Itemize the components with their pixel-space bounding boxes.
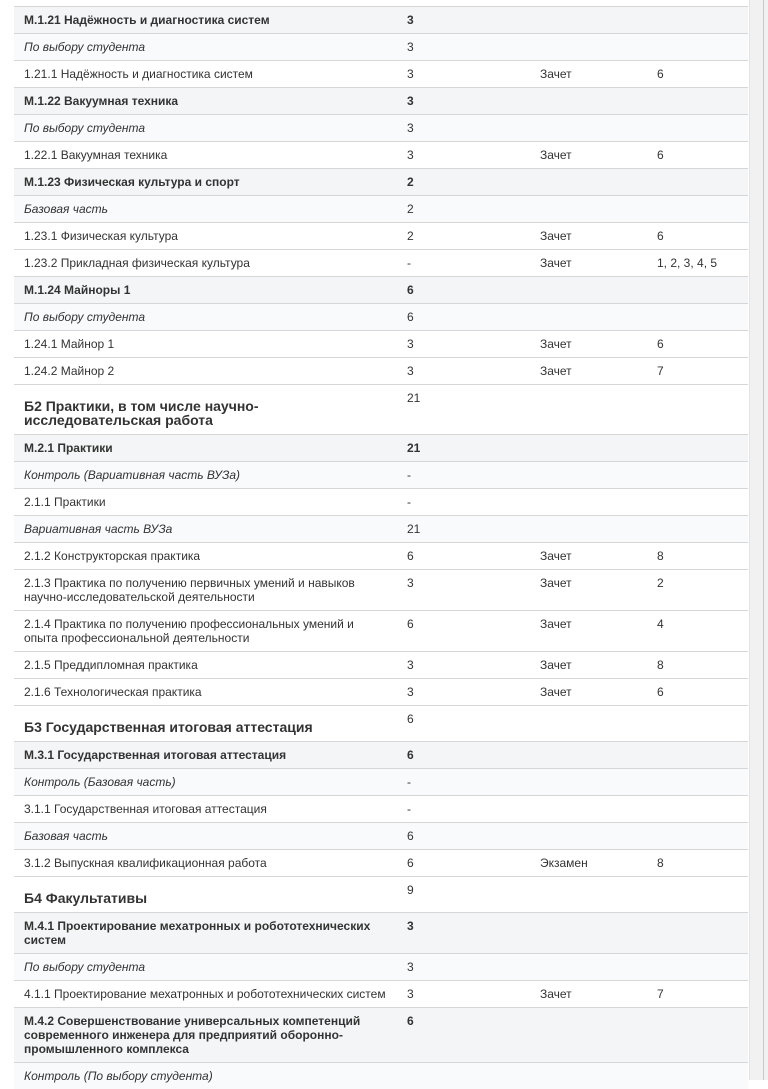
cell-credits: 3: [397, 115, 530, 142]
cell-control: [530, 196, 647, 223]
cell-semester: 6: [647, 61, 748, 88]
discipline-group-row: [14, 913, 748, 954]
cell-name: М.1.23 Физическая культура и спорт: [14, 169, 397, 196]
cell-name: 4.1.1 Проектирование мехатронных и робототехнических систем: [14, 981, 397, 1008]
cell-control: Зачет: [530, 358, 647, 385]
cell-semester: [647, 169, 748, 196]
part-subheader-row: [14, 304, 748, 331]
cell-control: Зачет: [530, 61, 647, 88]
cell-name: 2.1.4 Практика по получению профессиональных умений и опыта профессиональной деятельности: [14, 611, 397, 652]
cell-semester: [647, 796, 748, 823]
cell-credits: 6: [397, 823, 530, 850]
cell-credits: 2: [397, 223, 530, 250]
part-subheader-row: [14, 115, 748, 142]
discipline-group-row: [14, 277, 748, 304]
cell-control: [530, 277, 647, 304]
cell-credits: 2: [397, 196, 530, 223]
cell-name: М.1.21 Надёжность и диагностика систем: [14, 7, 397, 34]
cell-name: 1.23.2 Прикладная физическая культура: [14, 250, 397, 277]
cell-name: Б4 Факультативы: [14, 877, 397, 913]
cell-name: По выбору студента: [14, 304, 397, 331]
cell-control: [530, 877, 647, 913]
cell-semester: 2: [647, 570, 748, 611]
cell-credits: 3: [397, 954, 530, 981]
cell-credits: -: [397, 250, 530, 277]
cell-semester: 7: [647, 358, 748, 385]
table-row: [14, 796, 748, 823]
cell-control: [530, 435, 647, 462]
cell-semester: 6: [647, 223, 748, 250]
cell-name: Контроль (По выбору студента): [14, 1063, 397, 1089]
section-header-row: [14, 706, 748, 742]
cell-credits: 3: [397, 981, 530, 1008]
section-header-row: [14, 385, 748, 435]
cell-name: М.3.1 Государственная итоговая аттестация: [14, 742, 397, 769]
part-subheader-row: [14, 1063, 748, 1089]
cell-credits: 3: [397, 142, 530, 169]
table-row: [14, 570, 748, 611]
discipline-group-row: [14, 435, 748, 462]
cell-semester: 4: [647, 611, 748, 652]
cell-control: [530, 304, 647, 331]
cell-name: Б2 Практики, в том числе научно-исследовательская работа: [14, 385, 397, 435]
cell-credits: 3: [397, 7, 530, 34]
cell-semester: [647, 877, 748, 913]
cell-name: М.1.22 Вакуумная техника: [14, 88, 397, 115]
cell-semester: [647, 954, 748, 981]
table-row: [14, 543, 748, 570]
table-row: [14, 61, 748, 88]
cell-credits: 6: [397, 611, 530, 652]
cell-semester: [647, 489, 748, 516]
table-row: [14, 223, 748, 250]
cell-name: 3.1.2 Выпускная квалификационная работа: [14, 850, 397, 877]
cell-credits: -: [397, 796, 530, 823]
cell-credits: [397, 1063, 530, 1089]
cell-semester: 8: [647, 543, 748, 570]
cell-control: [530, 1063, 647, 1089]
cell-name: 1.23.1 Физическая культура: [14, 223, 397, 250]
cell-credits: -: [397, 489, 530, 516]
cell-control: [530, 769, 647, 796]
cell-name: 2.1.6 Технологическая практика: [14, 679, 397, 706]
cell-credits: 6: [397, 850, 530, 877]
cell-semester: [647, 435, 748, 462]
part-subheader-row: [14, 34, 748, 61]
part-subheader-row: [14, 769, 748, 796]
cell-control: [530, 489, 647, 516]
cell-name: 1.24.1 Майнор 1: [14, 331, 397, 358]
cell-name: 1.22.1 Вакуумная техника: [14, 142, 397, 169]
cell-semester: [647, 462, 748, 489]
cell-credits: 2: [397, 169, 530, 196]
cell-semester: 8: [647, 850, 748, 877]
cell-semester: [647, 913, 748, 954]
cell-semester: [647, 742, 748, 769]
cell-control: [530, 706, 647, 742]
curriculum-table-container: [14, 0, 748, 1089]
cell-name: Базовая часть: [14, 823, 397, 850]
table-row: [14, 489, 748, 516]
cell-control: Зачет: [530, 223, 647, 250]
cell-control: Зачет: [530, 142, 647, 169]
cell-semester: 6: [647, 331, 748, 358]
cell-control: Зачет: [530, 570, 647, 611]
cell-control: [530, 913, 647, 954]
cell-semester: [647, 304, 748, 331]
discipline-group-row: [14, 1008, 748, 1063]
part-subheader-row: [14, 462, 748, 489]
cell-semester: [647, 34, 748, 61]
cell-control: Зачет: [530, 652, 647, 679]
cell-control: [530, 742, 647, 769]
table-row: [14, 850, 748, 877]
cell-semester: 6: [647, 679, 748, 706]
part-subheader-row: [14, 516, 748, 543]
cell-name: 1.21.1 Надёжность и диагностика систем: [14, 61, 397, 88]
cell-semester: [647, 706, 748, 742]
cell-semester: [647, 823, 748, 850]
cell-name: 3.1.1 Государственная итоговая аттестация: [14, 796, 397, 823]
table-row: [14, 142, 748, 169]
scrollbar[interactable]: [749, 0, 768, 1080]
cell-name: М.4.2 Совершенствование универсальных компетенций современного инженера для предприятий оборонно-промышленного комплекса: [14, 1008, 397, 1063]
scrollbar-thumb[interactable]: [763, 0, 764, 1080]
table-row: [14, 331, 748, 358]
cell-name: М.2.1 Практики: [14, 435, 397, 462]
cell-name: 2.1.2 Конструкторская практика: [14, 543, 397, 570]
cell-name: 2.1.1 Практики: [14, 489, 397, 516]
cell-control: Экзамен: [530, 850, 647, 877]
cell-control: Зачет: [530, 611, 647, 652]
cell-credits: 6: [397, 706, 530, 742]
cell-name: Контроль (Вариативная часть ВУЗа): [14, 462, 397, 489]
cell-control: [530, 954, 647, 981]
cell-control: Зачет: [530, 543, 647, 570]
cell-credits: 3: [397, 652, 530, 679]
cell-semester: [647, 115, 748, 142]
cell-name: 2.1.5 Преддипломная практика: [14, 652, 397, 679]
part-subheader-row: [14, 954, 748, 981]
cell-credits: 6: [397, 1008, 530, 1063]
cell-control: [530, 385, 647, 435]
cell-semester: [647, 385, 748, 435]
cell-credits: 3: [397, 88, 530, 115]
cell-credits: 3: [397, 34, 530, 61]
part-subheader-row: [14, 823, 748, 850]
cell-name: Б3 Государственная итоговая аттестация: [14, 706, 397, 742]
cell-credits: 6: [397, 304, 530, 331]
cell-name: Вариативная часть ВУЗа: [14, 516, 397, 543]
table-row: [14, 611, 748, 652]
cell-control: [530, 823, 647, 850]
cell-control: Зачет: [530, 679, 647, 706]
cell-name: По выбору студента: [14, 34, 397, 61]
part-subheader-row: [14, 196, 748, 223]
cell-semester: 8: [647, 652, 748, 679]
table-row: [14, 250, 748, 277]
cell-semester: [647, 516, 748, 543]
discipline-group-row: [14, 742, 748, 769]
cell-control: Зачет: [530, 981, 647, 1008]
cell-control: Зачет: [530, 331, 647, 358]
cell-semester: [647, 769, 748, 796]
cell-control: [530, 34, 647, 61]
cell-semester: [647, 1008, 748, 1063]
cell-credits: 21: [397, 516, 530, 543]
cell-name: По выбору студента: [14, 954, 397, 981]
section-header-row: [14, 877, 748, 913]
cell-control: [530, 88, 647, 115]
cell-semester: 7: [647, 981, 748, 1008]
cell-name: 2.1.3 Практика по получению первичных умений и навыков научно-исследовательской деятельности: [14, 570, 397, 611]
table-row: [14, 358, 748, 385]
cell-semester: 6: [647, 142, 748, 169]
cell-control: [530, 1008, 647, 1063]
cell-credits: -: [397, 769, 530, 796]
discipline-group-row: [14, 169, 748, 196]
cell-control: [530, 169, 647, 196]
cell-semester: [647, 7, 748, 34]
cell-name: По выбору студента: [14, 115, 397, 142]
cell-credits: 9: [397, 877, 530, 913]
cell-control: Зачет: [530, 250, 647, 277]
cell-credits: 6: [397, 543, 530, 570]
cell-name: М.4.1 Проектирование мехатронных и робототехнических систем: [14, 913, 397, 954]
cell-semester: [647, 88, 748, 115]
cell-name: М.1.24 Майноры 1: [14, 277, 397, 304]
cell-credits: 21: [397, 435, 530, 462]
cell-control: [530, 516, 647, 543]
cell-control: [530, 115, 647, 142]
cell-control: [530, 7, 647, 34]
cell-name: 1.24.2 Майнор 2: [14, 358, 397, 385]
cell-credits: 3: [397, 61, 530, 88]
cell-semester: [647, 196, 748, 223]
cell-control: [530, 796, 647, 823]
cell-credits: 3: [397, 913, 530, 954]
curriculum-table: [14, 0, 748, 1089]
cell-name: Контроль (Базовая часть): [14, 769, 397, 796]
table-row: [14, 679, 748, 706]
cell-credits: 3: [397, 358, 530, 385]
cell-control: [530, 462, 647, 489]
discipline-group-row: [14, 88, 748, 115]
discipline-group-row: [14, 7, 748, 34]
cell-credits: 21: [397, 385, 530, 435]
cell-credits: 3: [397, 570, 530, 611]
cell-credits: 6: [397, 742, 530, 769]
cell-credits: -: [397, 462, 530, 489]
cell-credits: 3: [397, 679, 530, 706]
table-row: [14, 981, 748, 1008]
cell-credits: 6: [397, 277, 530, 304]
table-row: [14, 652, 748, 679]
cell-semester: 1, 2, 3, 4, 5: [647, 250, 748, 277]
cell-semester: [647, 1063, 748, 1089]
cell-credits: 3: [397, 331, 530, 358]
cell-semester: [647, 277, 748, 304]
cell-name: Базовая часть: [14, 196, 397, 223]
